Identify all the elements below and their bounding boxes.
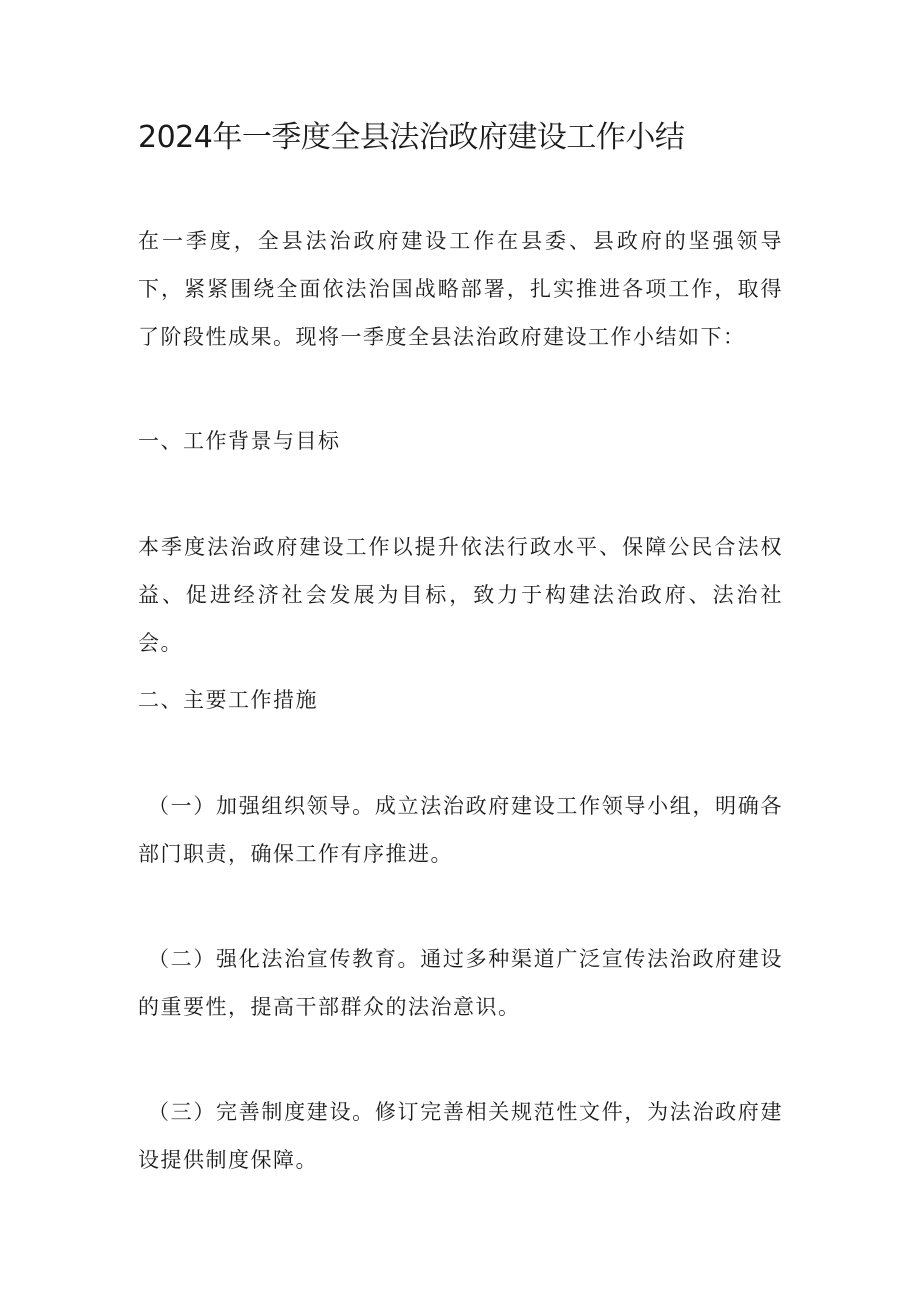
measure-item-2: （二）强化法治宣传教育。通过多种渠道广泛宣传法治政府建设的重要性，提高干部群众的法治意识。 (138, 947, 783, 1019)
measure-item-3: （三）完善制度建设。修订完善相关规范性文件，为法治政府建设提供制度保障。 (138, 1100, 783, 1172)
document-title: 2024年一季度全县法治政府建设工作小结 (138, 120, 685, 155)
section-body-background: 本季度法治政府建设工作以提升依法行政水平、保障公民合法权益、促进经济社会发展为目标，致力于构建法治政府、法治社会。 (138, 535, 783, 655)
intro-paragraph: 在一季度，全县法治政府建设工作在县委、县政府的坚强领导下，紧紧围绕全面依法治国战略部署，扎实推进各项工作，取得了阶段性成果。现将一季度全县法治政府建设工作小结如下： (138, 229, 783, 349)
section-heading-background: 一、工作背景与目标 (138, 429, 341, 453)
measure-item-1: （一）加强组织领导。成立法治政府建设工作领导小组，明确各部门职责，确保工作有序推进。 (138, 794, 783, 866)
section-heading-measures: 二、主要工作措施 (138, 688, 318, 712)
